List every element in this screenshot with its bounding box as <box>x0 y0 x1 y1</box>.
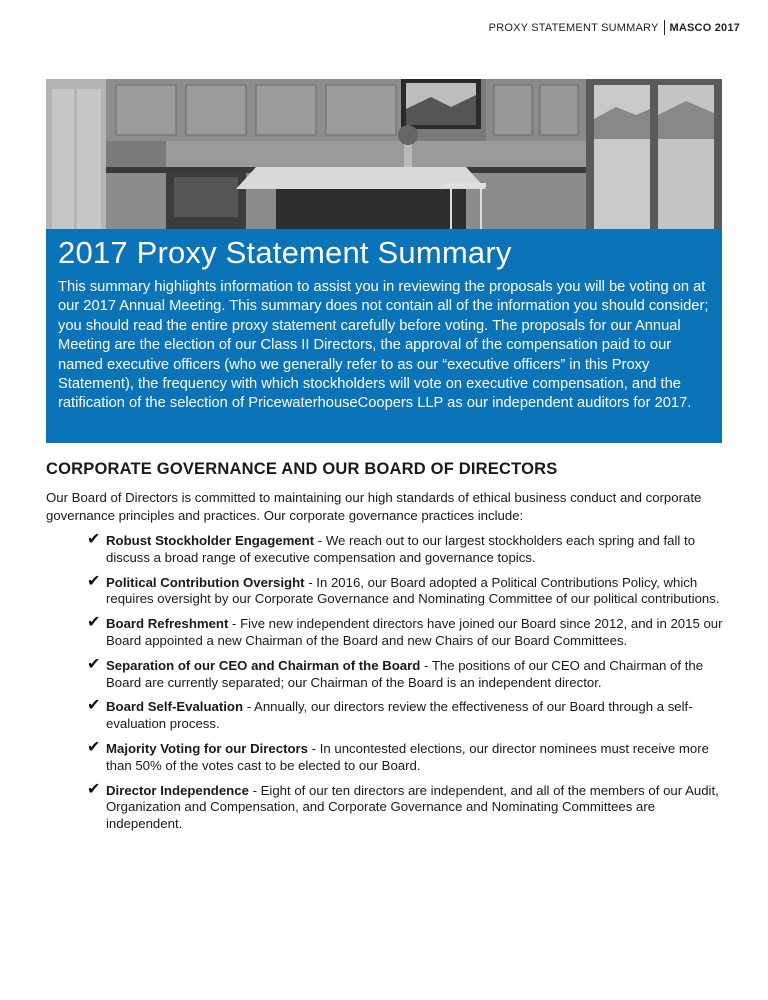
brand-label: MASCO 2017 <box>669 21 740 34</box>
checkmark-icon: ✔ <box>87 697 101 715</box>
practice-text: - We reach out to our largest stockholders each spring and fall to discuss a broad range of executive compensation and governance topics. <box>106 533 696 565</box>
practice-label: Board Self-Evaluation <box>106 699 244 715</box>
summary-title: 2017 Proxy Statement Summary <box>58 235 512 270</box>
section-label: PROXY STATEMENT SUMMARY <box>488 21 659 34</box>
list-item <box>87 780 730 833</box>
checkmark-icon: ✔ <box>87 614 101 632</box>
checkmark-icon: ✔ <box>87 655 101 673</box>
list-item <box>87 697 730 733</box>
header-divider <box>664 20 665 35</box>
practice-text: - Annually, our directors review the effectiveness of our Board through a self-evaluation process. <box>106 699 693 732</box>
practice-text: - In uncontested elections, our director nominees must receive more than 50% of the votes cast to be elected to our Board. <box>106 740 709 773</box>
summary-box <box>46 229 722 443</box>
governance-intro: Our Board of Directors is committed to maintaining our high standards of ethical business conduct and corporate governance principles and practices. Our corporate governance practices include: <box>46 490 702 523</box>
list-item <box>87 614 730 650</box>
checkmark-icon: ✔ <box>87 531 101 548</box>
practice-label: Robust Stockholder Engagement <box>106 533 315 548</box>
practice-label: Board Refreshment <box>106 616 229 632</box>
list-item <box>87 531 730 567</box>
governance-practices-list <box>87 531 730 841</box>
practice-text: - Five new independent directors have joined our Board since 2012, and in 2015 our Board appointed a new Chairman of the Board and new Chairs of our Board Committees. <box>106 616 723 648</box>
governance-heading: CORPORATE GOVERNANCE AND OUR BOARD OF DIRECTORS <box>46 460 558 478</box>
running-header <box>489 20 740 35</box>
list-item <box>87 572 730 609</box>
checkmark-icon: ✔ <box>87 572 101 590</box>
checkmark-icon: ✔ <box>87 738 101 756</box>
kitchen-photo <box>46 79 722 231</box>
list-item <box>87 738 730 775</box>
list-item <box>87 655 730 692</box>
practice-label: Separation of our CEO and Chairman of the Board <box>106 657 421 673</box>
practice-label: Political Contribution Oversight <box>106 574 305 590</box>
practice-label: Director Independence <box>106 782 249 798</box>
summary-body: This summary highlights information to assist you in reviewing the proposals you will be voting on at our 2017 Annual Meeting. This summary does not contain all of the information you should consider; you should read the entire proxy statement carefully before voting. The proposals for our Annual Meeting are the election of our Class II Directors, the approval of the compensation paid to our named executive officers (who we generally refer to as our “executive officers” in this Proxy Statement), the frequency with which stockholders will vote on executive compensation, and the ratification of the selection of PricewaterhouseCoopers LLP as our independent auditors for 2017. <box>58 279 709 412</box>
practice-text: - The positions of our CEO and Chairman of the Board are currently separated; our Chairman of the Board is an independent director. <box>106 657 704 690</box>
checkmark-icon: ✔ <box>87 780 101 798</box>
practice-label: Majority Voting for our Directors <box>106 740 308 756</box>
practice-text: - In 2016, our Board adopted a Political Contributions Policy, which requires oversight by our Corporate Governance and Nominating Committee of our political contributions. <box>106 574 720 607</box>
practice-text: - Eight of our ten directors are independent, and all of the members of our Audit, Organization and Compensation, and Corporate Governance and Nominating Committees are independent. <box>106 782 719 832</box>
